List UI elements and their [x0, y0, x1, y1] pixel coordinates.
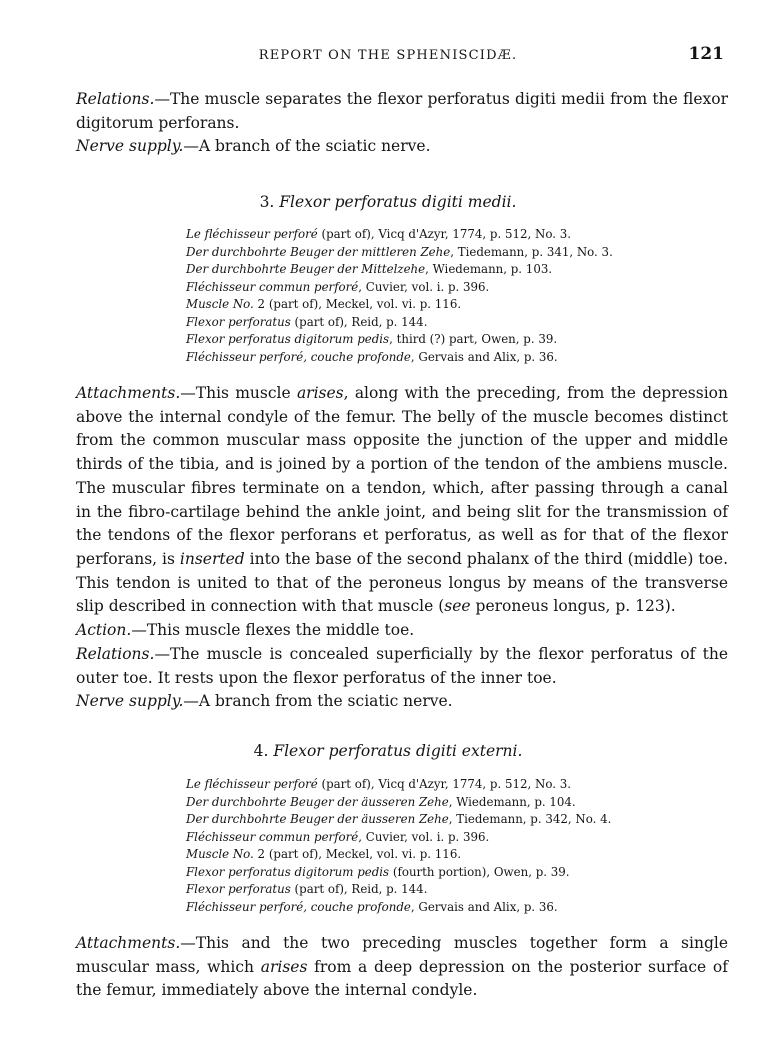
section-3-synonymy	[186, 226, 636, 366]
section-3-nerve	[76, 690, 728, 714]
synonym-row: Der durchbohrte Beuger der mittleren Zehe, Tiedemann, p. 341, No. 3.	[186, 244, 613, 259]
synonym-row: Fléchisseur commun perforé, Cuvier, vol. i. p. 396.	[186, 279, 490, 294]
section-4-name: Flexor perforatus digiti externi.	[273, 742, 523, 760]
relations-text	[76, 88, 728, 135]
section-3-attachments	[76, 382, 728, 619]
relations-label: Relations.	[76, 90, 155, 108]
attachments-text: Attachments.—This and the two preceding muscles together form a single muscular mass, which arises from a deep depression on the posterior surface of the femur, immediately above the internal condyle.	[76, 934, 728, 1000]
section-3-number: 3.	[259, 193, 275, 211]
section-3-action	[76, 619, 728, 643]
synonym-row: Flexor perforatus digitorum pedis, third (?) part, Owen, p. 39.	[186, 332, 558, 346]
nerve-label: Nerve supply.	[76, 692, 184, 710]
section-3-relations	[76, 643, 728, 690]
nerve-paragraph-1	[76, 135, 728, 159]
synonym-row: Der durchbohrte Beuger der äusseren Zehe, Wiedemann, p. 104.	[186, 794, 576, 809]
nerve-body: —A branch of the sciatic nerve.	[183, 137, 431, 155]
synonym-row: Muscle No. 2 (part of), Meckel, vol. vi. p. 116.	[186, 297, 462, 311]
synonym-row: Flexor perforatus (part of), Reid, p. 144.	[186, 882, 428, 896]
action-text: Action.—This muscle flexes the middle toe.	[76, 621, 415, 639]
section-3-title	[0, 193, 776, 211]
synonym-row: Flexor perforatus digitorum pedis (fourth portion), Owen, p. 39.	[186, 864, 570, 879]
synonym-row: Muscle No. 2 (part of), Meckel, vol. vi. p. 116.	[186, 847, 462, 861]
synonym-row: Der durchbohrte Beuger der äusseren Zehe, Tiedemann, p. 342, No. 4.	[186, 812, 612, 826]
page-number: 121	[688, 44, 724, 64]
section-4-title	[0, 742, 776, 760]
section-4-number: 4.	[253, 742, 269, 760]
section-3-name: Flexor perforatus digiti medii.	[279, 193, 517, 211]
action-label: Action.	[76, 621, 132, 639]
page-header	[0, 44, 776, 68]
synonym-row: Der durchbohrte Beuger der Mittelzehe, Wiedemann, p. 103.	[186, 262, 553, 276]
relations-body: —The muscle separates the flexor perforatus digiti medii from the flexor digitorum perforans.	[76, 90, 728, 132]
relations-text: Relations.—The muscle is concealed superficially by the flexor perforatus of the outer toe. It rests upon the flexor perforatus of the inner toe.	[76, 645, 728, 687]
synonym-row: Le fléchisseur perforé (part of), Vicq d'Azyr, 1774, p. 512, No. 3.	[186, 227, 571, 241]
synonym-row: Flexor perforatus (part of), Reid, p. 144.	[186, 314, 428, 329]
nerve-text: Nerve supply.—A branch from the sciatic nerve.	[76, 692, 453, 710]
synonym-row: Le fléchisseur perforé (part of), Vicq d'Azyr, 1774, p. 512, No. 3.	[186, 777, 571, 791]
section-4-attachments	[76, 932, 728, 1003]
nerve-text	[76, 135, 728, 159]
nerve-label: Nerve supply.	[76, 137, 184, 155]
attachments-label: Attachments.	[76, 934, 181, 952]
synonym-row: Fléchisseur commun perforé, Cuvier, vol. i. p. 396.	[186, 829, 490, 844]
synonym-row: Fléchisseur perforé, couche profonde, Gervais and Alix, p. 36.	[186, 349, 558, 364]
attachments-text: Attachments.—This muscle arises, along with the preceding, from the depression above the internal condyle of the femur. The belly of the muscle becomes distinct from the common muscular mass opposite the junction of the upper and middle thirds of the tibia, and is joined by a portion of the tendon of the ambiens muscle. The muscular fibres terminate on a tendon, which, after passing through a canal in the fibro-cartilage behind the ankle joint, and being slit for the transmission of the tendons of the flexor perforans et perforatus, as well as for that of the flexor perforans, is inserted into the base of the second phalanx of the third (middle) toe. This tendon is united to that of the peroneus longus by means of the transverse slip described in connection with that muscle (see peroneus longus, p. 123).	[76, 384, 728, 616]
relations-label: Relations.	[76, 645, 155, 663]
attachments-label: Attachments.	[76, 384, 181, 402]
section-4-synonymy	[186, 776, 636, 916]
relations-paragraph-1	[76, 88, 728, 135]
synonym-row: Fléchisseur perforé, couche profonde, Gervais and Alix, p. 36.	[186, 899, 558, 914]
running-head: REPORT ON THE SPHENISCIDÆ.	[258, 48, 518, 63]
